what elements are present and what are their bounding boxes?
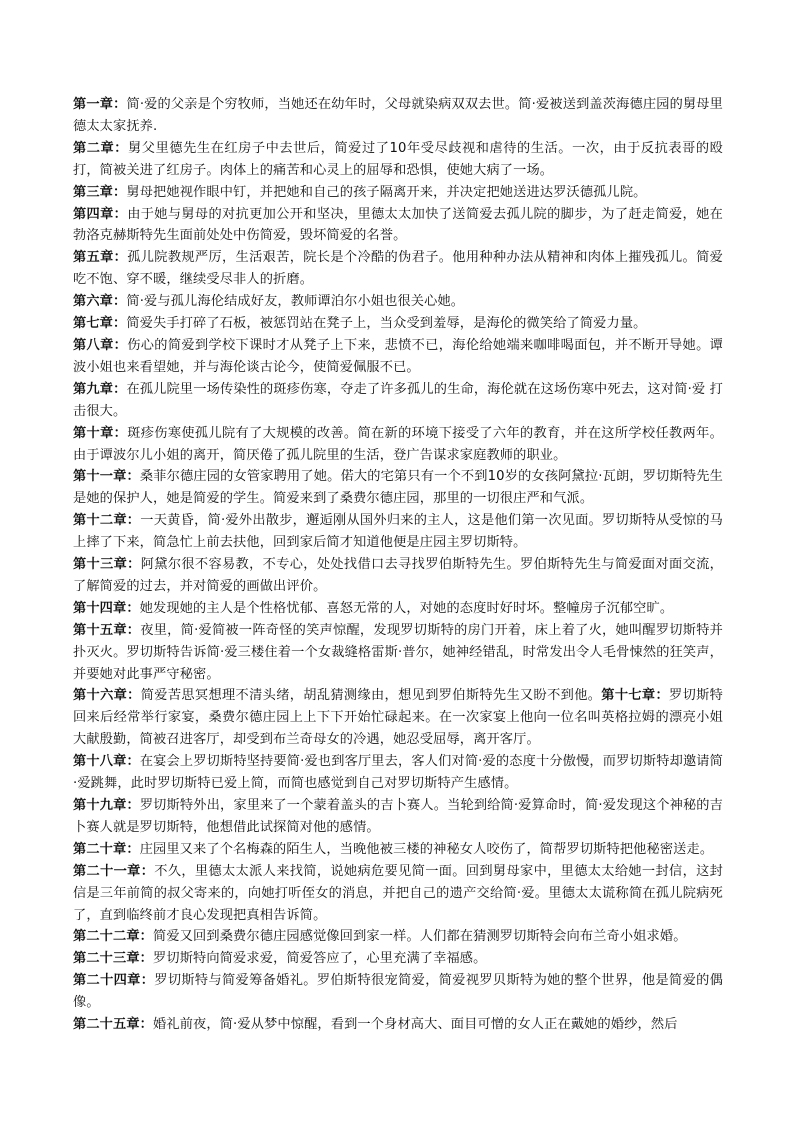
chapter-summary-7	[73, 313, 723, 335]
chapter-summary-22	[73, 926, 723, 948]
chapter-label: 第五章：	[73, 250, 128, 266]
chapter-text: 简爱苦思冥想理不清头绪，胡乱猜测缘由，想见到罗伯斯特先生又盼不到他。	[140, 688, 602, 704]
chapter-label: 第三章：	[73, 184, 127, 200]
chapter-text: 婚礼前夜，简·爱从梦中惊醒，看到一个身材高大、面目可憎的女人正在戴她的婚纱，然后	[153, 1017, 678, 1033]
chapter-label: 第二十三章：	[73, 951, 154, 967]
chapter-text: 不久，里德太太派人来找简，说她病危要见简一面。回到舅母家中，里德太太给她一封信，这封信是三年前简的叔父寄来的，向她打听侄女的消息，并把自己的遗产交给简·爱。里德太太谎称简在孤儿院病死了，直到临终前才良心发现把真相告诉简。	[73, 863, 723, 923]
chapter-label: 第六章：	[73, 294, 127, 310]
chapter-label: 第十九章：	[73, 798, 140, 813]
chapter-summary-11	[73, 466, 723, 510]
chapter-text: 在宴会上罗切斯特坚持要简·爱也到客厅里去，客人们对简·爱的态度十分傲慢，而罗切斯特却邀请简·爱跳舞，此时罗切斯特已爱上简，而简也感觉到自己对罗切斯特产生感情。	[73, 754, 724, 792]
chapter-label: 第十章：	[73, 425, 128, 441]
chapter-summary-21	[73, 861, 723, 927]
chapter-label: 第十一章：	[73, 469, 140, 485]
chapter-summary-25	[73, 1014, 723, 1036]
chapter-text: 罗切斯特向简爱求爱，简爱答应了，心里充满了幸福感。	[153, 951, 487, 967]
chapter-summary-12	[73, 510, 723, 554]
chapter-label: 第十四章：	[73, 600, 140, 616]
chapter-label: 第四章：	[73, 206, 128, 222]
chapter-summary-13	[73, 554, 723, 598]
chapter-label: 第二十章：	[73, 841, 140, 857]
chapter-label: 第十八章：	[73, 754, 140, 770]
chapter-text: 简·爱的父亲是个穷牧师，当她还在幼年时，父母就染病双双去世。简·爱被送到盖茨海德庄园的舅母里德太太家抚养.	[73, 97, 724, 134]
chapter-text: 简爱失手打碎了石板，被惩罚站在凳子上，当众受到羞辱，是海伦的微笑给了简爱力量。	[126, 316, 647, 332]
chapter-text: 庄园里又来了个名梅森的陌生人，当晚他被三楼的神秘女人咬伤了，简帮罗切斯特把他秘密送走。	[139, 841, 714, 857]
chapter-text: 一天黄昏，简·爱外出散步，邂逅刚从国外归来的主人，这是他们第一次见面。罗切斯特从受惊的马上摔了下来，简急忙上前去扶他，回到家后简才知道他便是庄园主罗切斯特。	[73, 513, 724, 551]
chapter-text: 舅母把她视作眼中钉，并把她和自己的孩子隔离开来，并决定把她送进达罗沃德孤儿院。	[126, 184, 647, 200]
chapter-text: 伤心的简爱到学校下课时才从凳子上下来，悲愤不已，海伦给她端来咖啡喝面包，并不断开导她。谭波小姐也来看望她，并与海伦谈古论今，使简爱佩服不已。	[73, 337, 723, 375]
chapter-summary-8	[73, 335, 723, 379]
chapter-text: 孤儿院教规严厉，生活艰苦，院长是个冷酷的伪君子。他用种种办法从精神和肉体上摧残孤儿。简爱吃不饱、穿不暖，继续受尽非人的折磨。	[73, 250, 723, 288]
chapter-summary-3	[73, 182, 723, 204]
document-body	[73, 94, 723, 1036]
chapter-text: 罗切斯特外出，家里来了一个蒙着盖头的吉卜赛人。当轮到给简·爱算命时，简·爱发现这个神秘的吉卜赛人就是罗切斯特，他想借此试探简对他的感情。	[73, 798, 724, 835]
chapter-text: 阿黛尔很不容易教，不专心，处处找借口去寻找罗伯斯特先生。罗伯斯特先生与简爱面对面交流，了解简爱的过去，并对简爱的画做出评价。	[73, 557, 723, 594]
chapter-label: 第一章：	[73, 97, 127, 112]
chapter-summary-16-17	[73, 685, 723, 751]
chapter-label: 第八章：	[73, 337, 128, 353]
chapter-summary-19	[73, 795, 723, 839]
chapter-label: 第二十二章：	[73, 929, 154, 945]
chapter-label: 第十三章：	[73, 557, 141, 573]
chapter-label: 第九章：	[73, 381, 127, 397]
chapter-text: 在孤儿院里一场传染性的斑疹伤寒，夺走了许多孤儿的生命，海伦就在这场伤寒中死去，这对简·爱 打击很大。	[73, 381, 724, 419]
chapter-summary-23	[73, 948, 723, 970]
chapter-summary-6	[73, 291, 723, 313]
chapter-text: 她发现她的主人是个性格忧郁、喜怒无常的人，对她的态度时好时坏。整幢房子沉郁空旷。	[139, 600, 674, 616]
chapter-summary-2	[73, 138, 723, 182]
chapter-text: 舅父里德先生在红房子中去世后，简爱过了10年受尽歧视和虐待的生活。一次，由于反抗表哥的殴打，简被关进了红房子。肉体上的痛苦和心灵上的屈辱和恐惧，使她大病了一场。	[73, 140, 723, 178]
chapter-text: 由于她与舅母的对抗更加公开和坚决，里德太太加快了送简爱去孤儿院的脚步，为了赶走简爱，她在勃洛克赫斯特先生面前处处中伤简爱，毁坏简爱的名誉。	[73, 206, 723, 244]
chapter-summary-15	[73, 620, 723, 686]
chapter-label: 第十五章：	[73, 622, 141, 638]
chapter-label: 第二十四章：	[73, 973, 155, 989]
chapter-summary-5	[73, 247, 723, 291]
chapter-text: 罗切斯特与简爱筹备婚礼。罗伯斯特很宠简爱，简爱视罗贝斯特为她的整个世界，他是简爱的偶像。	[73, 973, 723, 1011]
chapter-summary-24	[73, 970, 723, 1014]
chapter-summary-18	[73, 751, 723, 795]
chapter-summary-10	[73, 423, 723, 467]
chapter-summary-1	[73, 94, 723, 138]
chapter-text: 罗切斯特回来后经常举行家宴，桑费尔德庄园上上下下开始忙碌起来。在一次家宴上他向一位名叫英格拉姆的漂亮小姐大献殷勤，简被召进客厅，却受到布兰奇母女的冷遇，她忍受屈辱，离开客厅。	[73, 688, 724, 748]
chapter-label: 第二十五章：	[73, 1017, 154, 1033]
chapter-text: 简爱又回到桑费尔德庄园感觉像回到家一样。人们都在猜测罗切斯特会向布兰奇小姐求婚。	[153, 929, 687, 945]
chapter-label: 第七章：	[73, 316, 127, 332]
chapter-label: 第二章：	[73, 140, 129, 156]
chapter-label: 第十二章：	[73, 513, 141, 529]
chapter-text: 简·爱与孤儿海伦结成好友，教师谭泊尔小姐也很关心她。	[126, 294, 465, 310]
chapter-text: 斑疹伤寒使孤儿院有了大规模的改善。简在新的环境下接受了六年的教育，并在这所学校任教两年。由于谭波尔儿小姐的离开，简厌倦了孤儿院里的生活，登广告谋求家庭教师的职业。	[73, 425, 723, 463]
chapter-label: 第十七章：	[601, 688, 670, 704]
chapter-text: 夜里，简·爱简被一阵奇怪的笑声惊醒，发现罗切斯特的房门开着，床上着了火，她叫醒罗切斯特并扑灭火。罗切斯特告诉简·爱三楼住着一个女裁缝格雷斯·普尔，她神经错乱，时常发出令人毛骨悚然的狂笑声，并要她对此事严守秘密。	[73, 622, 724, 682]
chapter-label: 第二十一章：	[73, 863, 155, 879]
chapter-summary-14	[73, 598, 723, 620]
chapter-label: 第十六章：	[73, 688, 141, 704]
chapter-text: 桑菲尔德庄园的女管家聘用了她。偌大的宅第只有一个不到10岁的女孩阿黛拉·瓦朗，罗切斯特先生是她的保护人，她是简爱的学生。简爱来到了桑费尔德庄园，那里的一切很庄严和气派。	[73, 469, 724, 507]
chapter-summary-4	[73, 204, 723, 248]
chapter-summary-20	[73, 839, 723, 861]
chapter-summary-9	[73, 379, 723, 423]
